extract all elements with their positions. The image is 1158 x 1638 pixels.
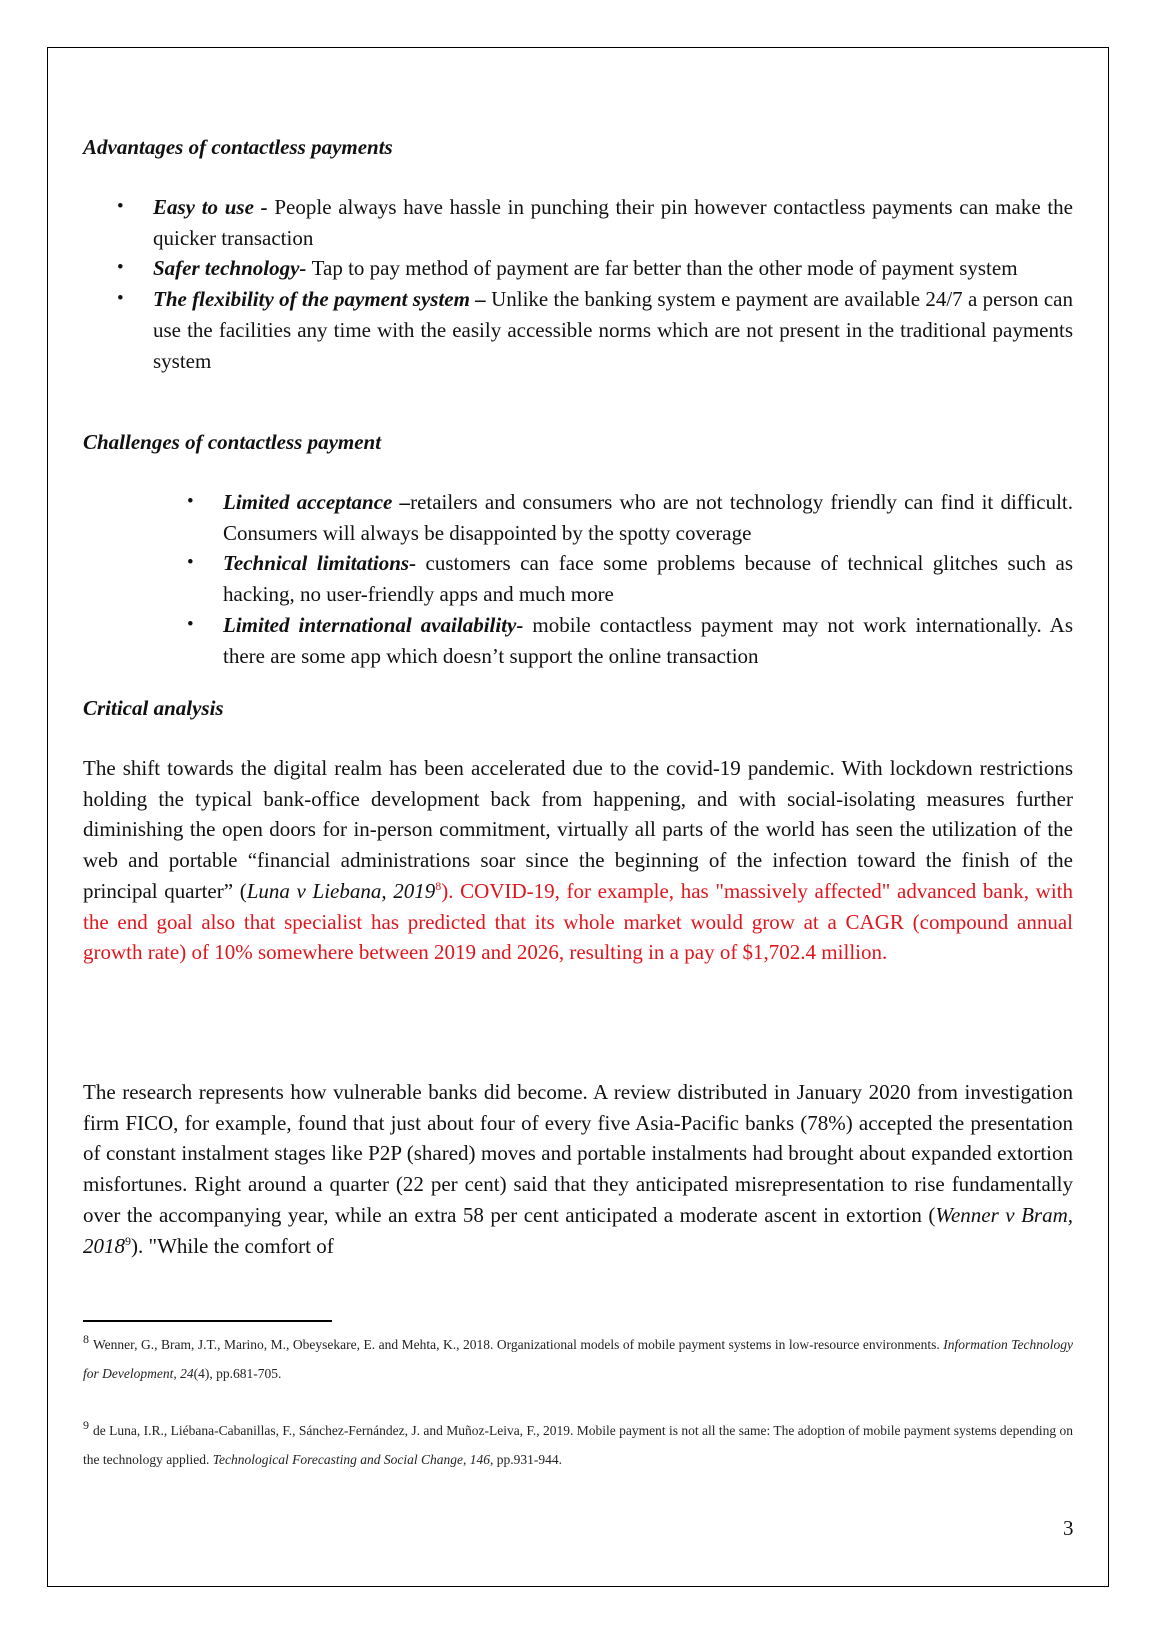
paragraph-tail: ). "While the comfort of: [131, 1233, 334, 1258]
item-term: Limited international availability: [223, 612, 517, 637]
item-term: Easy to use: [153, 195, 254, 219]
item-text: Tap to pay method of payment are far better than the other mode of payment system: [311, 256, 1018, 281]
item-text: retailers and consumers who are not technology friendly can find it difficult. Consumers will always be disappointed by the spotty coverage: [223, 490, 1073, 545]
item-separator: -: [516, 612, 533, 637]
paragraph-text: The research represents how vulnerable banks did become. A review distributed in January 2020 from investigation firm FICO, for example, found that just about four of every five Asia-Pacific banks (78%) accepted the presentation of constant instalment stages like P2P (shared) moves and portable instalments had brought about expanded extortion misfortunes. Right around a quarter (22 per cent) said that they anticipated misrepresentation to rise fundamentally over the accompanying year, while an extra 58 per cent anticipated a moderate ascent in extortion (: [83, 1080, 1073, 1227]
bullet-icon: •: [117, 288, 124, 310]
list-item: [117, 284, 1073, 376]
footnote-text: de Luna, I.R., Liébana-Cabanillas, F., Sánchez-Fernández, J. and Muñoz-Leiva, F., 2019. Mobile payment is not all the same: The adoption of mobile payment systems depending on the technology applied.: [83, 1423, 1073, 1467]
advantages-list: [117, 192, 1073, 376]
item-term: Safer technology: [153, 256, 300, 281]
footnote-ref-8[interactable]: 8: [435, 878, 442, 893]
bullet-icon: •: [187, 491, 194, 512]
item-text: Unlike the banking system e payment are available 24/7 a person can use the facilities any time with the easily accessible norms which are not present in the traditional payments system: [153, 287, 1074, 373]
challenges-heading: Challenges of contactless payment: [83, 430, 382, 454]
footnote-sep: ,: [462, 1452, 470, 1467]
page-number: 3: [1063, 1516, 1074, 1540]
critical-analysis-heading: Critical analysis: [83, 696, 224, 720]
footnote-9: [83, 1416, 1073, 1474]
bullet-icon: •: [117, 257, 124, 279]
citation: Wenner v Bram, 2018: [83, 1202, 1073, 1258]
bullet-icon: •: [117, 196, 124, 217]
list-item: [187, 487, 1073, 548]
citation: Luna v Liebana, 2019: [246, 878, 436, 903]
item-text: People always have hassle in punching their pin however contactless payments can make the quicker transaction: [153, 195, 1073, 250]
list-item: [187, 548, 1073, 609]
advantages-heading: Advantages of contactless payments: [83, 135, 393, 159]
footnote-separator: [83, 1320, 332, 1322]
citation-close: ).: [441, 878, 454, 903]
critical-analysis-paragraph-1: [83, 753, 1073, 968]
item-term: Technical limitations: [223, 551, 410, 576]
item-separator: -: [299, 256, 312, 281]
footnote-volume: 24: [180, 1366, 194, 1381]
item-separator: -: [253, 195, 275, 219]
footnote-text: Wenner, G., Bram, J.T., Marino, M., Obeysekare, E. and Mehta, K., 2018. Organizational models of mobile payment systems in low-resource environments.: [93, 1337, 944, 1352]
item-separator: –: [392, 490, 411, 514]
list-item: [117, 192, 1073, 253]
item-separator: –: [469, 287, 492, 312]
footnote-journal: Technological Forecasting and Social Change: [212, 1452, 463, 1467]
bullet-icon: •: [187, 613, 194, 635]
footnote-journal: Information Technology for Development: [83, 1337, 1073, 1381]
challenges-list: [187, 487, 1073, 671]
list-item: [117, 253, 1073, 284]
highlighted-text: COVID-19, for example, has "massively affected" advanced bank, with the end goal also that specialist has predicted that its whole market would grow at a CAGR (compound annual growth rate) of 10% somewhere between 2019 and 2026, resulting in a pay of $1,702.4 million.: [83, 878, 1073, 965]
item-term: Limited acceptance: [223, 490, 393, 514]
paragraph-text: The shift towards the digital realm has been accelerated due to the covid-19 pandemic. With lockdown restrictions holding the typical bank-office development back from happening, and with social-isolating measures further diminishing the open doors for in-person commitment, virtually all parts of the world has seen the utilization of the web and portable “financial administrations soar since the beginning of the infection toward the finish of the principal quarter” (: [83, 756, 1073, 903]
critical-analysis-paragraph-2: [83, 1077, 1073, 1261]
item-separator: -: [409, 551, 426, 576]
footnote-sep: ,: [173, 1366, 181, 1381]
footnote-number: 8: [83, 1332, 89, 1346]
item-text: customers can face some problems because of technical glitches such as hacking, no user-friendly apps and much more: [223, 551, 1073, 607]
item-text: mobile contactless payment may not work internationally. As there are some app which doesn’t support the online transaction: [223, 612, 1073, 668]
footnote-volume: 146: [469, 1452, 490, 1467]
footnote-8: [83, 1330, 1073, 1388]
footnote-number: 9: [83, 1418, 89, 1432]
bullet-icon: •: [187, 552, 194, 574]
footnote-pages: , pp.931-944.: [489, 1452, 562, 1467]
list-item: [187, 610, 1073, 671]
item-term: The flexibility of the payment system: [153, 287, 470, 312]
footnote-pages: (4), pp.681-705.: [193, 1366, 282, 1381]
footnote-ref-9[interactable]: 9: [125, 1233, 131, 1248]
